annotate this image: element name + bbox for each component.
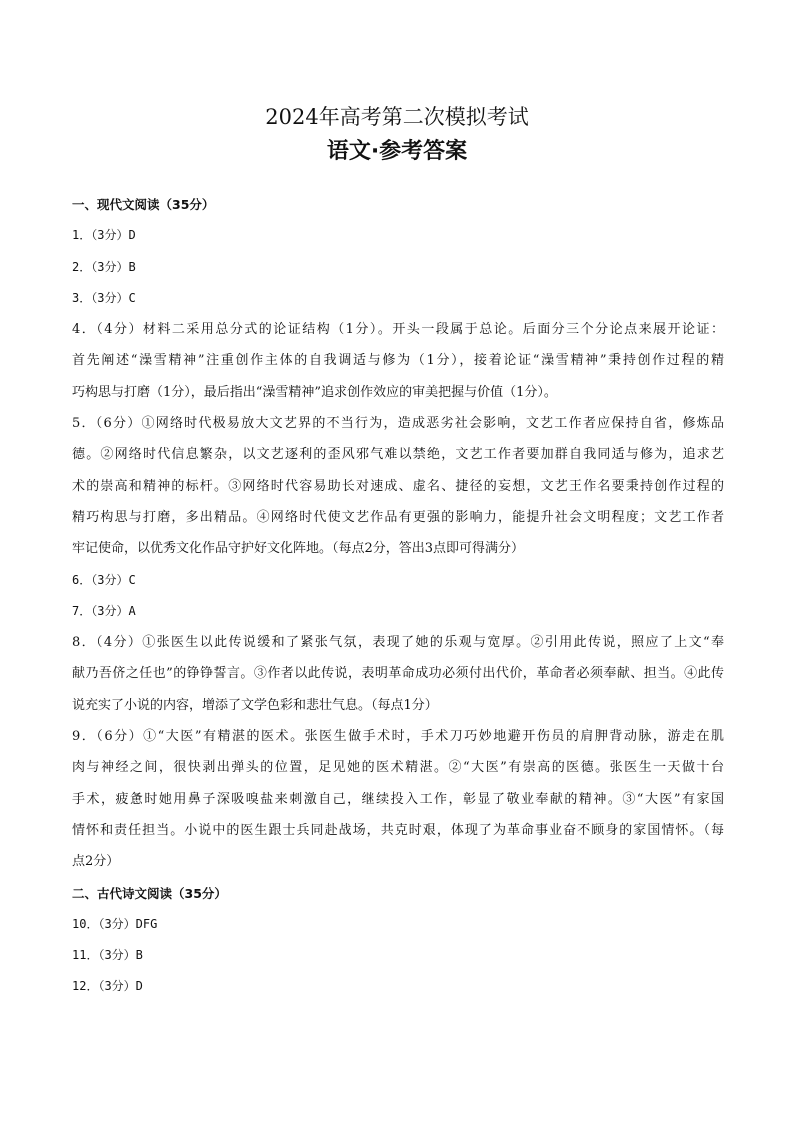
answer-q1: 1．（3分）D (72, 228, 136, 243)
answer-q4 (72, 314, 724, 408)
answer-q8-line: 8．（4分）①张医生以此传说缓和了紧张气氛，表现了她的乐观与宽厚。②引用此传说，照应了上文“奉 (72, 635, 724, 651)
answer-q12: 12．（3分）D (72, 979, 143, 994)
answer-q10: 10．（3分）DFG (72, 916, 158, 931)
answer-q8-line: 献乃吾侪之任也”的铮铮誓言。③作者以此传说，表明革命成功必须付出代价，革命者必须奉献、担当。④此传 (72, 666, 724, 682)
answer-q5-line: 牢记使命，以优秀文化作品守护好文化阵地。（每点2分，答出3点即可得满分） (72, 541, 525, 557)
section-heading-classical-reading: 二、古代诗文阅读（35分） (72, 885, 227, 901)
answer-q7: 7．（3分）A (72, 603, 136, 618)
answer-q5 (72, 408, 724, 564)
title-block (0, 100, 794, 170)
answer-q5-line: 精巧构思与打磨，多出精品。④网络时代使文艺作品有更强的影响力，能提升社会文明程度；文艺工作者 (72, 509, 724, 525)
answer-q9 (72, 721, 724, 877)
exam-title: 2024年高考第二次模拟考试 (265, 105, 529, 129)
answer-content (72, 189, 724, 1003)
answer-q8-line: 说充实了小说的内容，增添了文学色彩和悲壮气息。（每点1分） (72, 697, 438, 713)
answer-q3: 3．（3分）C (72, 290, 136, 305)
answer-q9-line: 点2分） (72, 854, 120, 870)
section-heading-modern-reading: 一、现代文阅读（35分） (72, 197, 215, 212)
answer-q9-line: 9．（6分）①“大医”有精湛的医术。张医生做手术时，手术刀巧妙地避开伤员的肩胛背动脉，游走在肌 (72, 729, 724, 745)
answer-q9-line: 手术，疲惫时她用鼻子深吸嗅盐来刺激自己，继续投入工作，彰显了敬业奉献的精神。③“大医”有家国 (72, 791, 724, 807)
answer-q8 (72, 627, 724, 721)
answer-q4-line: 4．（4分）材料二采用总分式的论证结构（1分）。开头一段属于总论。后面分三个分论点来展开论证： (72, 322, 724, 338)
answer-q5-line: 术的崇高和精神的标杆。③网络时代容易助长对速成、虚名、捷径的妄想，文艺王作名要秉持创作过程的 (72, 478, 724, 494)
exam-subtitle: 语文·参考答案 (326, 139, 468, 164)
answer-q9-line: 肉与神经之间，很快剥出弹头的位置，足见她的医术精湛。②“大医”有崇高的医德。张医生一天做十台 (72, 760, 724, 776)
answer-q4-line: 巧构思与打磨（1分），最后指出“澡雪精神”追求创作效应的审美把握与价值（1分）。 (72, 384, 557, 400)
answer-q2: 2．（3分）B (72, 259, 136, 274)
answer-q9-line: 情怀和责任担当。小说中的医生跟士兵同赴战场，共克时艰，体现了为革命事业奋不顾身的家国情怀。（每 (72, 822, 724, 838)
answer-q5-line: 德。②网络时代信息繁杂，以文艺逐利的歪风邪气难以禁绝，文艺工作者要加群自我同适与修为，追求艺 (72, 447, 724, 463)
answer-q5-line: 5．（6分）①网络时代极易放大文艺界的不当行为，造成恶劣社会影响，文艺工作者应保持自省，修炼品 (72, 416, 724, 432)
answer-q4-line: 首先阐述“澡雪精神”注重创作主体的自我调适与修为（1分），接着论证“澡雪精神”秉持创作过程的精 (72, 353, 724, 369)
answer-q11: 11．（3分）B (72, 948, 143, 963)
answer-q6: 6．（3分）C (72, 572, 136, 587)
